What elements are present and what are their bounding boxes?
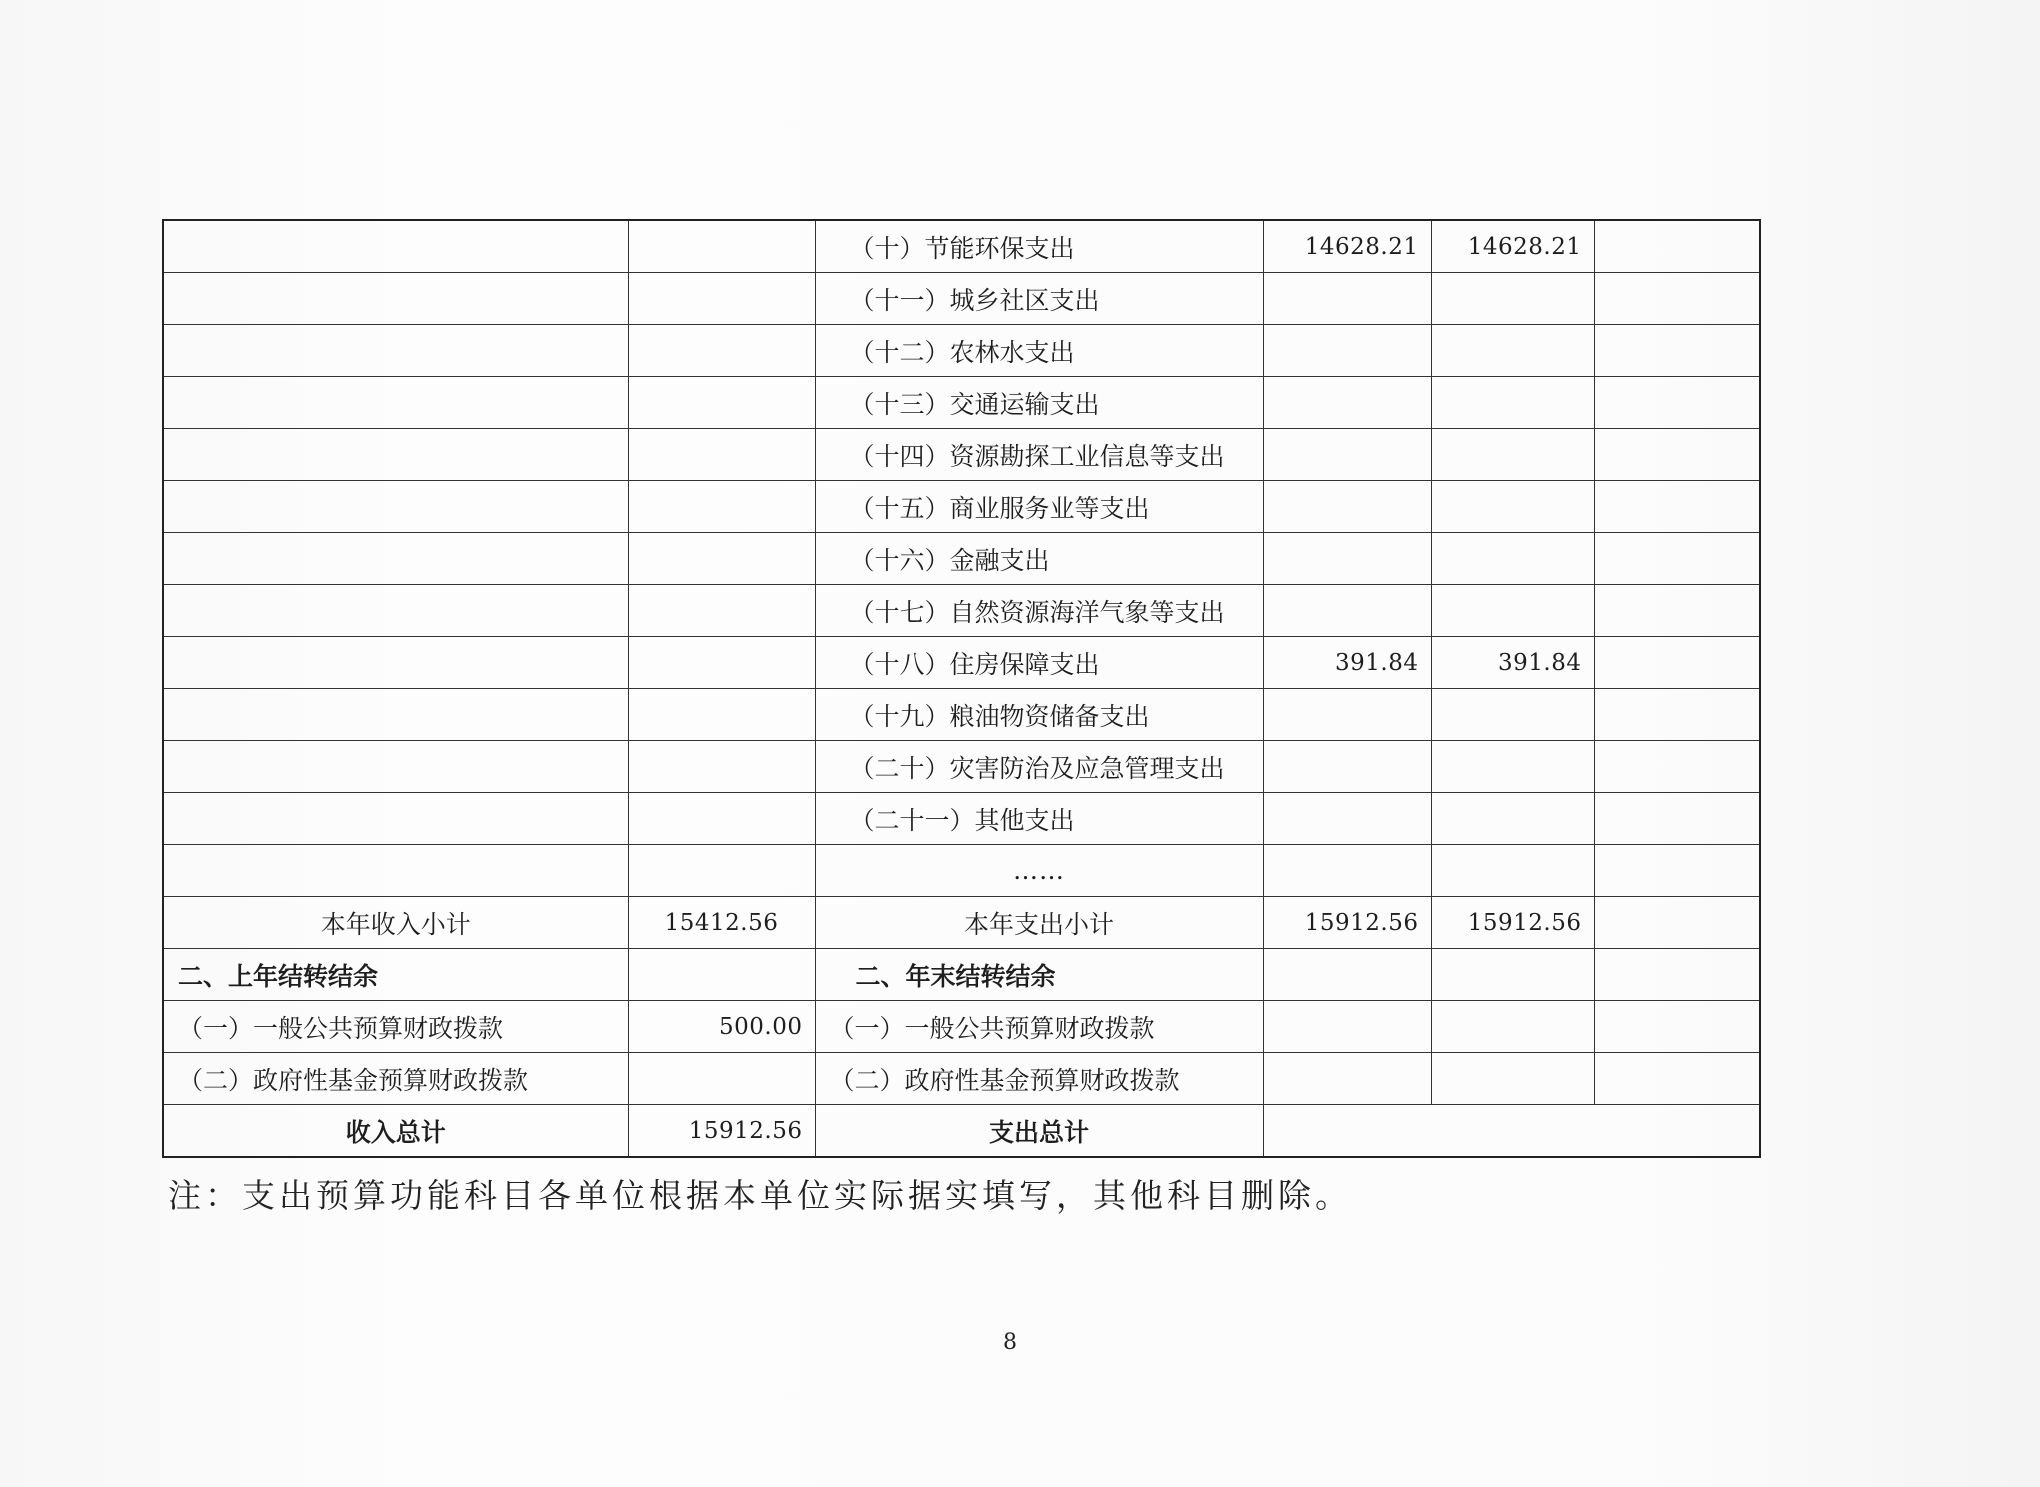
expense-item-label: （二十）灾害防治及应急管理支出 [815, 741, 1263, 793]
expense-total-cell [1263, 429, 1431, 481]
expense-fund-cell [1594, 481, 1760, 533]
expense-total-cell [1263, 689, 1431, 741]
expense-item-row [163, 585, 1760, 637]
expense-carryover-general-fund [1594, 1001, 1760, 1053]
expense-fund-cell [1594, 429, 1760, 481]
income-item-cell [163, 533, 628, 585]
expense-rows [163, 220, 1760, 845]
expense-general-cell [1431, 741, 1594, 793]
expense-item-label: （十五）商业服务业等支出 [815, 481, 1263, 533]
income-item-cell [163, 845, 628, 897]
expense-item-row [163, 325, 1760, 377]
expense-fund-cell [1594, 689, 1760, 741]
income-item-cell [163, 793, 628, 845]
expense-total-cell [1263, 741, 1431, 793]
expense-carryover-fund-label: （二）政府性基金预算财政拨款 [815, 1053, 1263, 1105]
expense-item-label: （十三）交通运输支出 [815, 377, 1263, 429]
expense-subtotal-fund [1594, 897, 1760, 949]
page-number: 8 [1003, 1330, 1017, 1355]
expense-total-cell [1263, 377, 1431, 429]
budget-table [162, 219, 1761, 1158]
income-value-cell [628, 429, 815, 481]
expense-total-cell [1263, 533, 1431, 585]
expense-carryover-fund [1594, 949, 1760, 1001]
expense-carryover-general-total [1263, 1001, 1431, 1053]
income-item-cell [163, 377, 628, 429]
expense-general-cell [1431, 273, 1594, 325]
expense-item-label: （十六）金融支出 [815, 533, 1263, 585]
expense-grand-total-value [1263, 1105, 1760, 1158]
income-value-cell [628, 637, 815, 689]
expense-general-cell [1431, 377, 1594, 429]
income-item-cell [163, 325, 628, 377]
expense-grand-total-label: 支出总计 [815, 1105, 1263, 1158]
expense-general-cell [1431, 533, 1594, 585]
income-value-cell [628, 220, 815, 273]
expense-total-cell [1263, 273, 1431, 325]
footnote: 注：支出预算功能科目各单位根据本单位实际据实填写，其他科目删除。 [168, 1176, 1352, 1215]
expense-item-row [163, 793, 1760, 845]
income-item-cell [163, 273, 628, 325]
income-subtotal-value: 15412.56 [628, 897, 815, 949]
expense-carryover-fund-fund [1594, 1053, 1760, 1105]
income-value-cell [628, 689, 815, 741]
expense-total-cell [1263, 481, 1431, 533]
income-value-cell [628, 741, 815, 793]
expense-item-row [163, 741, 1760, 793]
expense-carryover-general-label: （一）一般公共预算财政拨款 [815, 1001, 1263, 1053]
income-item-cell [163, 481, 628, 533]
income-carryover-heading: 二、上年结转结余 [163, 949, 628, 1001]
expense-fund-cell [1594, 325, 1760, 377]
expense-item-label: （十九）粮油物资储备支出 [815, 689, 1263, 741]
expense-fund-cell [1594, 377, 1760, 429]
expense-fund-cell [1594, 793, 1760, 845]
expense-item-row [163, 481, 1760, 533]
expense-total-cell [1263, 585, 1431, 637]
income-value-cell [628, 533, 815, 585]
expense-item-row [163, 429, 1760, 481]
expense-total-cell: 14628.21 [1263, 220, 1431, 273]
carryover-fund-row [163, 1053, 1760, 1105]
income-value-cell [628, 377, 815, 429]
expense-carryover-general [1431, 949, 1594, 1001]
expense-item-label: （十四）资源勘探工业信息等支出 [815, 429, 1263, 481]
expense-subtotal-label: 本年支出小计 [815, 897, 1263, 949]
expense-carryover-general-general [1431, 1001, 1594, 1053]
expense-item-row [163, 689, 1760, 741]
expense-general-cell [1431, 325, 1594, 377]
expense-item-row [163, 220, 1760, 273]
expense-item-label: （十八）住房保障支出 [815, 637, 1263, 689]
income-value-cell [628, 481, 815, 533]
carryover-heading-row [163, 949, 1760, 1001]
expense-general-cell: 14628.21 [1431, 220, 1594, 273]
expense-general-cell [1431, 429, 1594, 481]
expense-fund-cell [1594, 220, 1760, 273]
expense-general-cell [1431, 585, 1594, 637]
expense-subtotal-total: 15912.56 [1263, 897, 1431, 949]
grand-total-row [163, 1105, 1760, 1158]
expense-total-cell [1263, 845, 1431, 897]
expense-fund-cell [1594, 741, 1760, 793]
income-item-cell [163, 637, 628, 689]
expense-fund-cell [1594, 845, 1760, 897]
carryover-general-row [163, 1001, 1760, 1053]
income-item-cell [163, 741, 628, 793]
expense-item-row [163, 377, 1760, 429]
expense-item-label: （十）节能环保支出 [815, 220, 1263, 273]
income-value-cell [628, 845, 815, 897]
expense-general-cell [1431, 689, 1594, 741]
expense-general-cell [1431, 845, 1594, 897]
ellipsis-row [163, 845, 1760, 897]
income-item-cell [163, 689, 628, 741]
income-grand-total-label: 收入总计 [163, 1105, 628, 1158]
income-carryover-fund-label: （二）政府性基金预算财政拨款 [163, 1053, 628, 1105]
expense-total-cell: 391.84 [1263, 637, 1431, 689]
income-value-cell [628, 273, 815, 325]
income-item-cell [163, 429, 628, 481]
expense-fund-cell [1594, 273, 1760, 325]
income-carryover-general-label: （一）一般公共预算财政拨款 [163, 1001, 628, 1053]
expense-general-cell [1431, 481, 1594, 533]
income-value-cell [628, 325, 815, 377]
income-carryover-value [628, 949, 815, 1001]
income-carryover-fund-value [628, 1053, 815, 1105]
income-grand-total-value: 15912.56 [628, 1105, 815, 1158]
income-item-cell [163, 220, 628, 273]
expense-general-cell [1431, 793, 1594, 845]
expense-fund-cell [1594, 637, 1760, 689]
expense-item-label: （十七）自然资源海洋气象等支出 [815, 585, 1263, 637]
expense-subtotal-general: 15912.56 [1431, 897, 1594, 949]
income-value-cell [628, 585, 815, 637]
expense-total-cell [1263, 793, 1431, 845]
expense-item-row [163, 637, 1760, 689]
expense-item-row [163, 533, 1760, 585]
expense-item-label: （二十一）其他支出 [815, 793, 1263, 845]
expense-item-label: （十一）城乡社区支出 [815, 273, 1263, 325]
ellipsis-cell: …… [815, 845, 1263, 897]
summary-rows [163, 845, 1760, 1158]
expense-carryover-fund-general [1431, 1053, 1594, 1105]
expense-carryover-fund-total [1263, 1053, 1431, 1105]
expense-fund-cell [1594, 585, 1760, 637]
expense-item-label: （十二）农林水支出 [815, 325, 1263, 377]
income-subtotal-label: 本年收入小计 [163, 897, 628, 949]
income-carryover-general-value: 500.00 [628, 1001, 815, 1053]
expense-carryover-heading: 二、年末结转结余 [815, 949, 1263, 1001]
expense-general-cell: 391.84 [1431, 637, 1594, 689]
expense-item-row [163, 273, 1760, 325]
expense-carryover-total [1263, 949, 1431, 1001]
income-item-cell [163, 585, 628, 637]
expense-total-cell [1263, 325, 1431, 377]
income-value-cell [628, 793, 815, 845]
subtotal-row [163, 897, 1760, 949]
expense-fund-cell [1594, 533, 1760, 585]
